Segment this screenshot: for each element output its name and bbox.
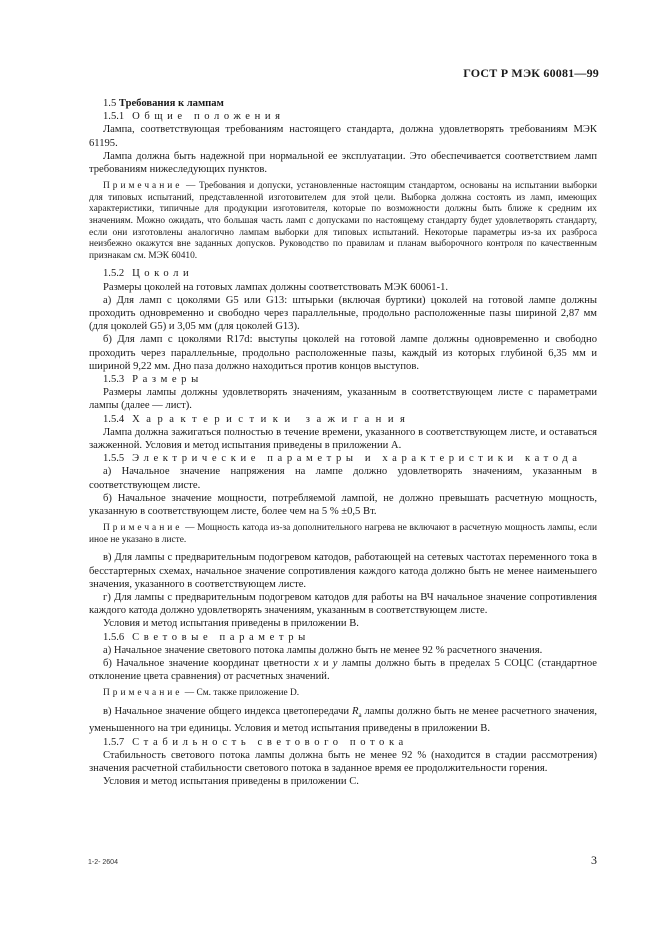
section-1-5-2-title: Цоколи: [132, 268, 194, 280]
paragraph: б) Начальное значение мощности, потребляемой лампой, не должно превышать расчетную мощность, указанную в соответствующем листе, более чем на 5 % ±0,5 Вт.: [89, 492, 597, 518]
note-label: Примечание: [103, 688, 183, 699]
paragraph: а) Начальное значение светового потока лампы должно быть не менее 92 % расчетного значения.: [103, 644, 543, 656]
section-1-5-7-title: Стабильность светового потока: [132, 736, 408, 748]
paragraph: Размеры лампы должны удовлетворять значениям, указанным в соответствующем листе с параметрами лампы (далее — лист).: [89, 387, 597, 412]
paragraph: в) Начальное значение общего индекса цветопередачи $R_a$ лампы должно быть не менее расчетного значения, уменьшенного на три единицы. Условия и метод испытания приведены в приложении В.: [89, 706, 597, 735]
section-1-5-5-title: Электрические параметры и характеристики катода: [132, 453, 582, 465]
section-1-5-4-title: Характеристики зажигания: [132, 413, 412, 425]
section-1-5-3-title: Размеры: [132, 374, 203, 385]
section-1-5-1-title: Общие положения: [132, 111, 285, 123]
paragraph: Лампа должна зажигаться полностью в течение времени, указанного в соответствующем листе, и оставаться зажженной. Условия и метод испытания приведены в приложении А.: [89, 426, 597, 452]
paragraph: Условия и метод испытания приведены в приложении В.: [103, 618, 359, 630]
note-1-5-6: [89, 688, 597, 700]
paragraph: Стабильность светового потока лампы должна быть не менее 92 % (находится в стадии рассмотрения) значения расчетной стабильности светового потока в заданное время ее продолжительности горения.: [89, 749, 597, 774]
paragraph: а) Начальное значение напряжения на лампе должно удовлетворять значениям, указанным в соответствующем листе.: [89, 466, 597, 491]
paragraph: а) Для ламп с цоколями G5 или G13: штырьки (включая буртики) цоколей на готовой лампе должны проходить одновременно и свободно через параллельные, продольно расположенные пазы шириной 2,87 мм (для цоколей G5) и 3,05 мм (для цоколей G13).: [89, 294, 597, 333]
section-1-5-6-heading: 1.5.6 Световые параметры: [103, 631, 310, 643]
note-1-5-1: [89, 181, 597, 262]
paragraph: в) Для лампы с предварительным подогревом катодов, работающей на сетевых частотах переменного тока в бесстартерных схемах, начальное значение сопротивления каждого катода должно быть не менее наименьшего значения, указанного в соответствующем листе.: [89, 552, 597, 590]
note-label: Примечание: [103, 523, 183, 534]
note-text: — Требования и допуски, установленные настоящим стандартом, основаны на испытании выборки для типовых испытаний, представленной изготовителем для этой цели. Выборка должна состоять из ламп, имеющих характеристики, типичные для продукции изготовителя, которые по возможности должны быть ближе к средним их значениям. Можно ожидать, что большая часть ламп с допусками по настоящему стандарту будет удовлетворять стандарту, если они изготовлены аналогично лампам выборки для типовых испытаний. Некоторые параметры из-за их разброса неизбежно окажутся вне заданных допусков. Руководство по правилам и планам выборочного контроля по качественным признакам см. МЭК 60410.: [89, 181, 597, 261]
section-1-5-title: Требования к лампам: [118, 98, 224, 109]
section-1-5-heading: 1.5 Требования к лампам: [103, 98, 224, 109]
section-1-5-4-heading: 1.5.4 Характеристики зажигания: [103, 413, 412, 425]
note-label: Примечание: [103, 181, 183, 192]
document-body: [89, 97, 597, 788]
paragraph: б) Начальное значение координат цветности x и y лампы должно быть в пределах 5 СОЦС (стандартное отклонение цвета сравнения) от расчетных значений.: [89, 658, 597, 683]
note-text: — Мощность катода из-за дополнительного нагрева не включают в расчетную мощность лампы, если иное не указано в листе.: [89, 523, 597, 545]
paragraph: г) Для лампы с предварительным подогревом катодов для работы на ВЧ начальное значение сопротивления каждого катода должно удовлетворять значениям, указанным в соответствующем листе.: [89, 592, 597, 617]
section-1-5-7-heading: 1.5.7 Стабильность светового потока: [103, 736, 408, 748]
section-1-5-2-heading: 1.5.2 Цоколи: [103, 268, 194, 280]
paragraph: Лампа, соответствующая требованиям настоящего стандарта, должна удовлетворять требованиям МЭК 61195.: [89, 124, 597, 149]
paragraph: Размеры цоколей на готовых лампах должны соответствовать МЭК 60061-1.: [103, 281, 449, 293]
page-number: 3: [591, 853, 597, 867]
section-1-5-1-heading: 1.5.1 Общие положения: [103, 111, 285, 123]
print-code: 1-2- 2604: [88, 859, 118, 866]
note-text: — См. также приложение D.: [182, 688, 300, 699]
note-1-5-5: [89, 523, 597, 546]
paragraph: б) Для ламп с цоколями R17d: выступы цоколей на готовой лампе должны одновременно и свободно проходить через параллельные, продольно расположенные пазы, каждый из которых глубиной 6,35 мм и шириной 9,22 мм. Дно паза должно находиться против концов выступов.: [89, 334, 597, 372]
section-1-5-3-heading: 1.5.3 Размеры: [103, 374, 203, 385]
paragraph: Лампа должна быть надежной при нормальной ее эксплуатации. Это обеспечивается соответствием ламп требованиям нижеследующих пунктов.: [89, 150, 597, 176]
document-code-header: ГОСТ Р МЭК 60081—99: [463, 66, 599, 80]
section-1-5-6-title: Световые параметры: [132, 631, 310, 643]
section-1-5-5-heading: 1.5.5 Электрические параметры и характеристики катода: [103, 453, 582, 465]
paragraph: Условия и метод испытания приведены в приложении С.: [103, 776, 359, 788]
